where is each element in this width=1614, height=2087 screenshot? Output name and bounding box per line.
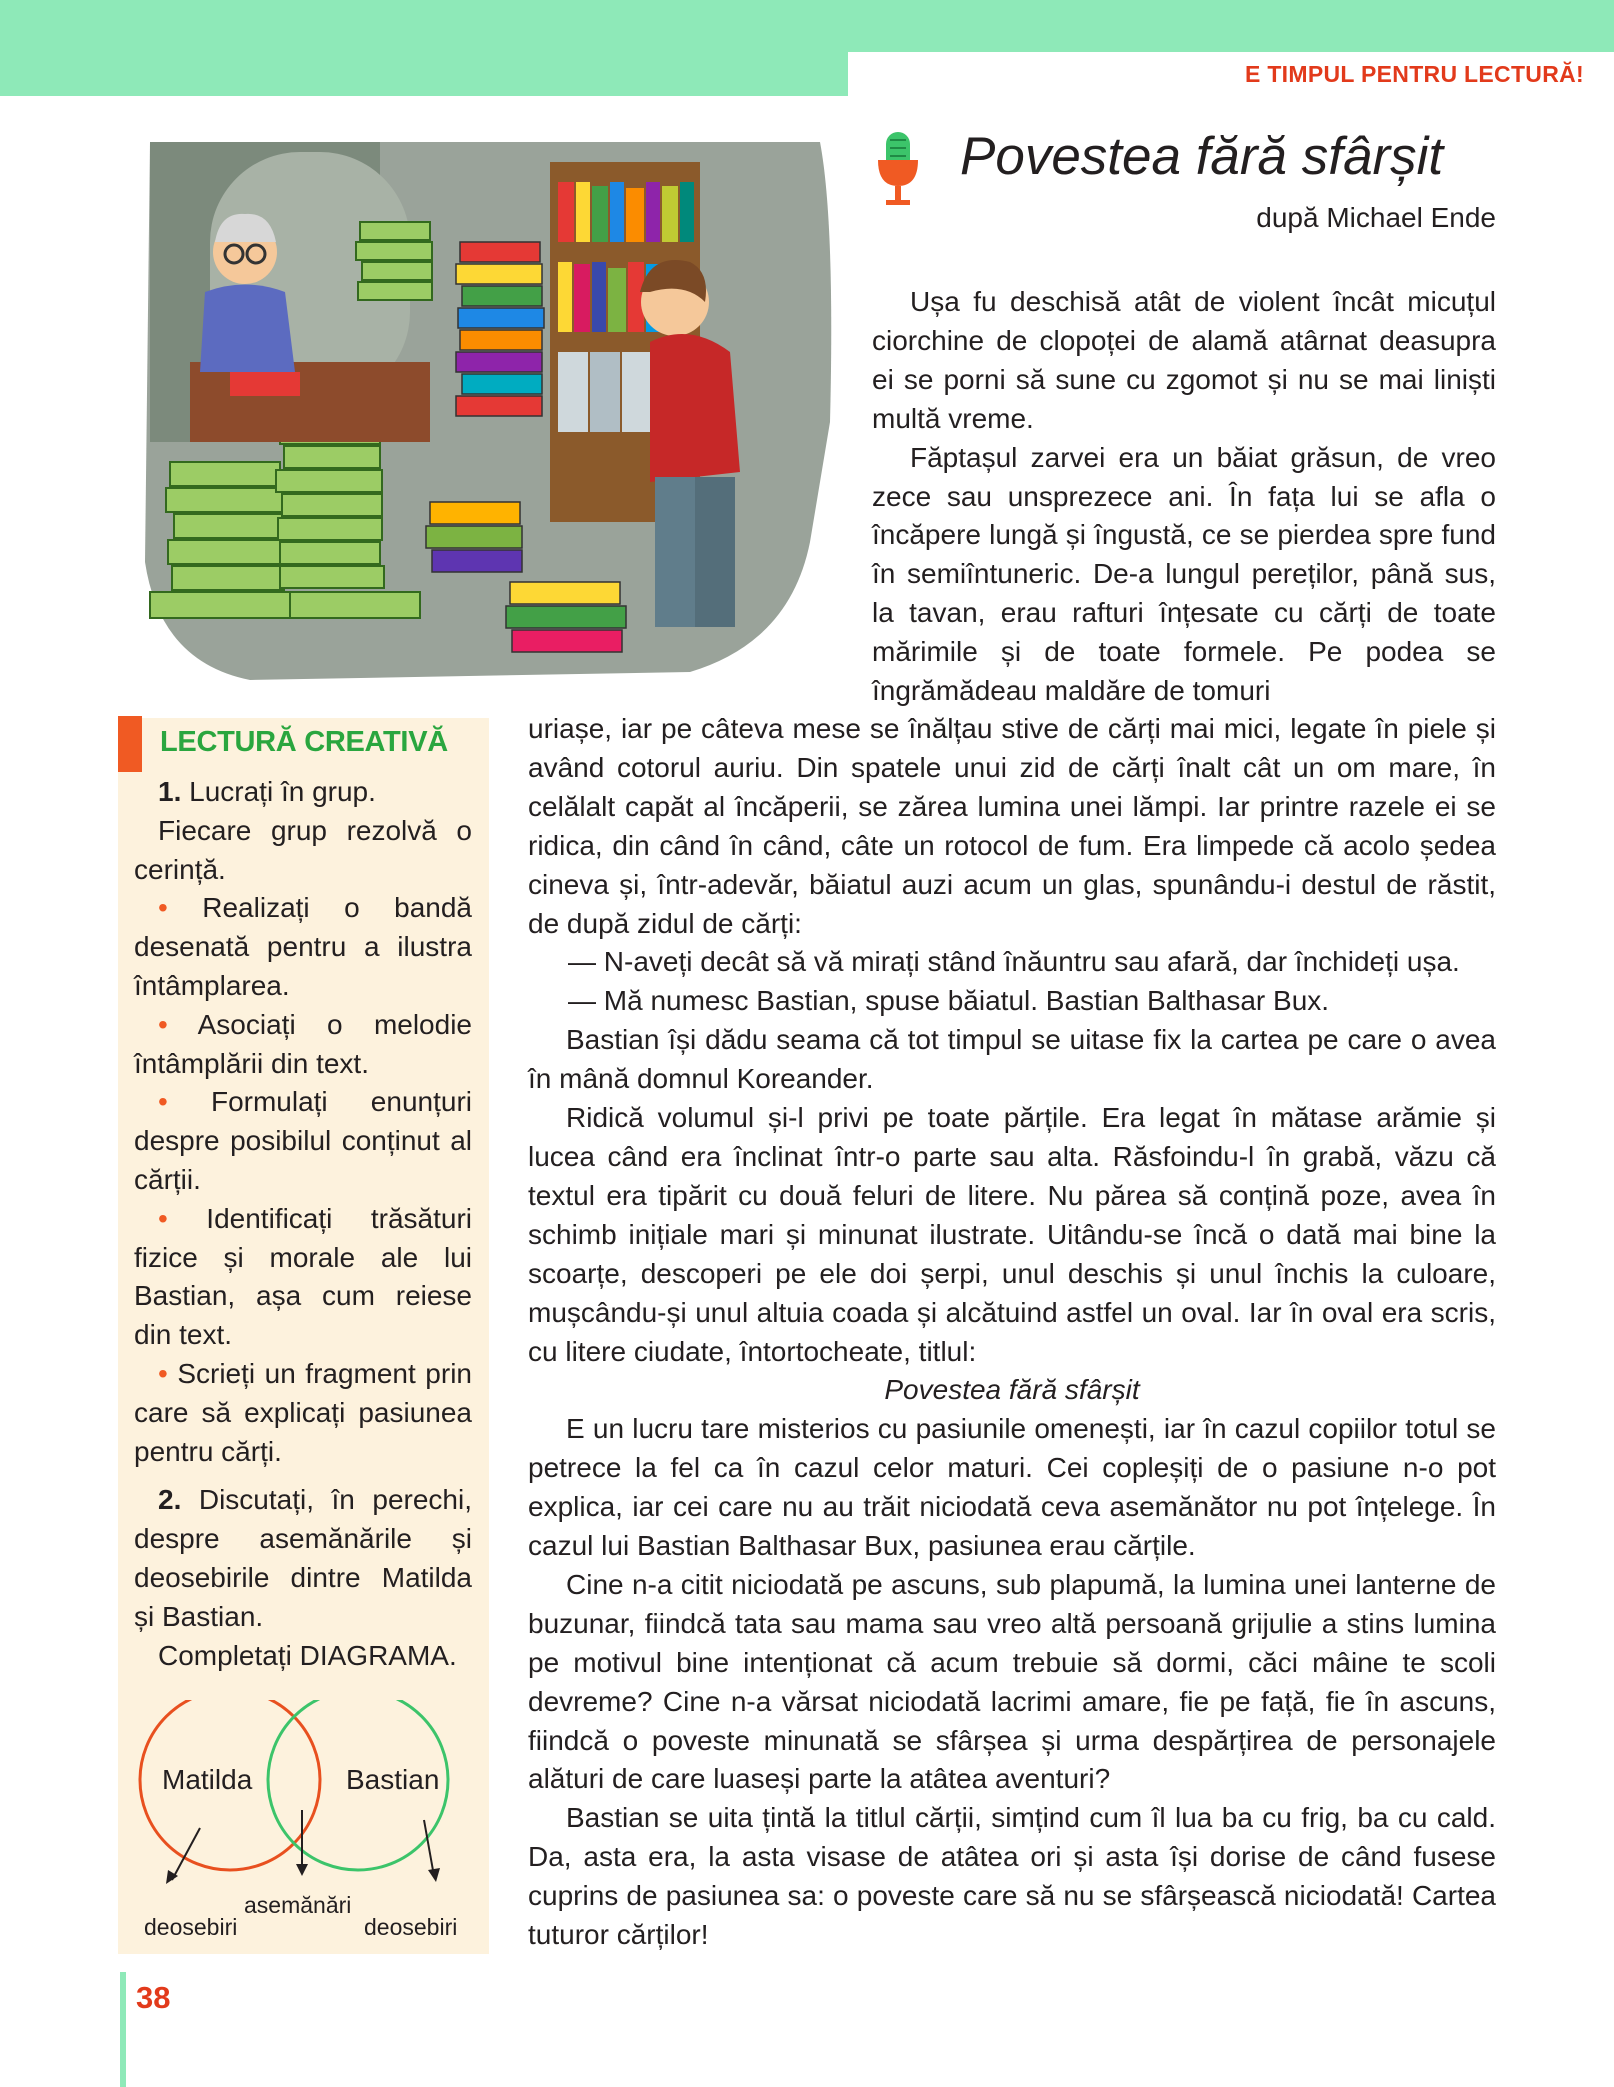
paragraph: Bastian își dădu seama că tot timpul se uitase fix la cartea pe care o avea în mână domnul Koreander. [528, 1024, 1496, 1095]
task-2 [134, 1481, 472, 1636]
paragraph: Ridică volumul și-l privi pe toate părțile. Era legat în mătase arămie și lucea când era înclinat într-o parte sau alta. Răsfoindu-l în grabă, văzu că textul era tipărit cu două feluri de litere. Nu părea să conțină poze, avea în schimb inițiale mari și minunat ilustrate. Uitându-se încă o dată mai bine la scoarțe, descoperi pe ele doi șerpi, unul deschis și unul închis la culoare, mușcându-și unul altuia coada și alcătuind astfel un oval. Iar în oval era scris, cu litere ciudate, întortocheate, titlul: [528, 1102, 1496, 1367]
paragraph: Ușa fu deschisă atât de violent încât micuțul ciorchine de clopoței de alamă atârnat deasupra ei se porni să sune cu zgomot și nu se mai liniști multă vreme. [872, 286, 1496, 434]
task-number: 2. [158, 1484, 182, 1516]
bullet-item [134, 1355, 472, 1471]
story-author: după Michael Ende [1256, 202, 1496, 233]
paragraph: Bastian se uita țintă la titlul cărții, simțind cum îl lua ba cu frig, ba cu cald. Da, asta era, la asta visase de atâtea ori și asta își dorise de când fusese cuprins de pasiunea sa: o poveste care să nu se sfârșească niciodată! Cartea tuturor cărților! [528, 1802, 1496, 1951]
venn-note-middle: asemănări [244, 1892, 352, 1918]
venn-note-left: deosebiri [144, 1914, 238, 1940]
bullet-item [134, 889, 472, 1005]
paragraph: Făptașul zarvei era un băiat grăsun, de vreo zece sau unsprezece ani. În fața lui se afla o încăpere lungă și îngustă, ce se pierdea spre fund în semiîntuneric. De-a lungul pereților, până sus, la tavan, erau rafturi înțesate cu cărți de toate mărimile și de toate formele. Pe podea se îngrămădeau maldăre de tomuri [872, 441, 1496, 707]
task-1 [134, 773, 472, 812]
bullet-text: Scrieți un fragment prin care să explicați pasiunea pentru cărți. [134, 1357, 472, 1467]
page-number: 38 [136, 1980, 171, 2015]
task-text: Lucrați în grup. [181, 776, 376, 807]
bullet-item [134, 1083, 472, 1199]
bullet-icon: • [158, 1008, 168, 1040]
task-1-sub: Fiecare grup rezolvă o cerință. [134, 814, 472, 885]
dialogue-line: — Mă numesc Bastian, spuse băiatul. Bastian Balthasar Bux. [568, 985, 1330, 1017]
venn-note-right: deosebiri [364, 1914, 458, 1940]
bullet-icon: • [158, 1357, 168, 1389]
paragraph: uriașe, iar pe câteva mese se înălțau stive de cărți mai mici, legate în piele și având cotorul auriu. Din spatele unui zid de cărți înalt cât un om mare, în celălalt capăt al încăperii, se zărea lumina unei lămpi. Iar printre razele ei se ridica, din când în când, câte un rotocol de fum. Era limpede că acolo ședea cineva și, într-adevăr, băiatul auzi acum un glas, spunându-i destul de răstit, de după zidul de cărți: [528, 713, 1496, 939]
sidebar-tasks [134, 773, 472, 1675]
story-title: Povestea fără sfârșit [960, 127, 1444, 186]
heading-accent-bar [118, 716, 142, 772]
section-header-label: E TIMPUL PENTRU LECTURĂ! [1245, 60, 1584, 87]
paragraph: Cine n-a citit niciodată pe ascuns, sub plapumă, la lumina unei lanterne de buzunar, fiindcă tata sau mama sau vreo altă persoană grijulie a stins lumina pe motivul bine intenționat că acum trebuie să dormi, căci mâine te scoli devreme? Cine n-a vărsat niciodată lacrimi amare, fie pe față, fie în ascuns, fiindcă o poveste minunată se sfârșea și urma despărțirea de personajele alături de care luaseși parte la atâtea aventuri? [528, 1568, 1496, 1795]
task-text: Discutați, în perechi, despre asemănările și deosebirile dintre Matilda și Bastian. [134, 1484, 472, 1632]
page-bar [120, 1972, 126, 2087]
task-number: 1. [158, 776, 182, 807]
section-header [848, 52, 1614, 96]
story-text-main [528, 710, 1496, 1955]
bullet-text: Identificați trăsături fizice și morale ale lui Bastian, așa cum reiese din text. [134, 1202, 472, 1351]
venn-label-bastian: Bastian [346, 1764, 440, 1795]
story-text-top [872, 283, 1496, 711]
bullet-item [134, 1006, 472, 1084]
microphone-icon [876, 130, 920, 210]
bullet-icon: • [158, 1086, 168, 1118]
venn-diagram [130, 1700, 480, 1950]
book-title-line: Povestea fără sfârșit [884, 1374, 1140, 1406]
bullet-text: Formulați enunțuri despre posibilul conținut al cărții. [134, 1086, 472, 1195]
dialogue-line: — N-aveți decât să vă mirați stând înăuntru sau afară, dar închideți ușa. [568, 946, 1460, 978]
task-2-sub: Completați DIAGRAMA. [158, 1639, 457, 1671]
bullet-item [134, 1200, 472, 1355]
bullet-icon: • [158, 1202, 168, 1234]
bookshop-illustration [130, 142, 840, 680]
sidebar-heading: LECTURĂ CREATIVĂ [160, 726, 448, 758]
bullet-text: Asociați o melodie întâmplării din text. [134, 1008, 472, 1079]
bullet-text: Realizați o bandă desenată pentru a ilustra întâmplarea. [134, 892, 472, 1001]
bullet-icon: • [158, 892, 168, 924]
venn-label-matilda: Matilda [162, 1764, 253, 1795]
paragraph: E un lucru tare misterios cu pasiunile omenești, iar în cazul copiilor totul se petrece la fel ca în cazul celor maturi. Cei copleșiți de o pasiune n-o pot explica, iar cei care nu au trăit niciodată ceva asemănător nu pot înțelege. În cazul lui Bastian Balthasar Bux, pasiunea erau cărțile. [528, 1413, 1496, 1562]
